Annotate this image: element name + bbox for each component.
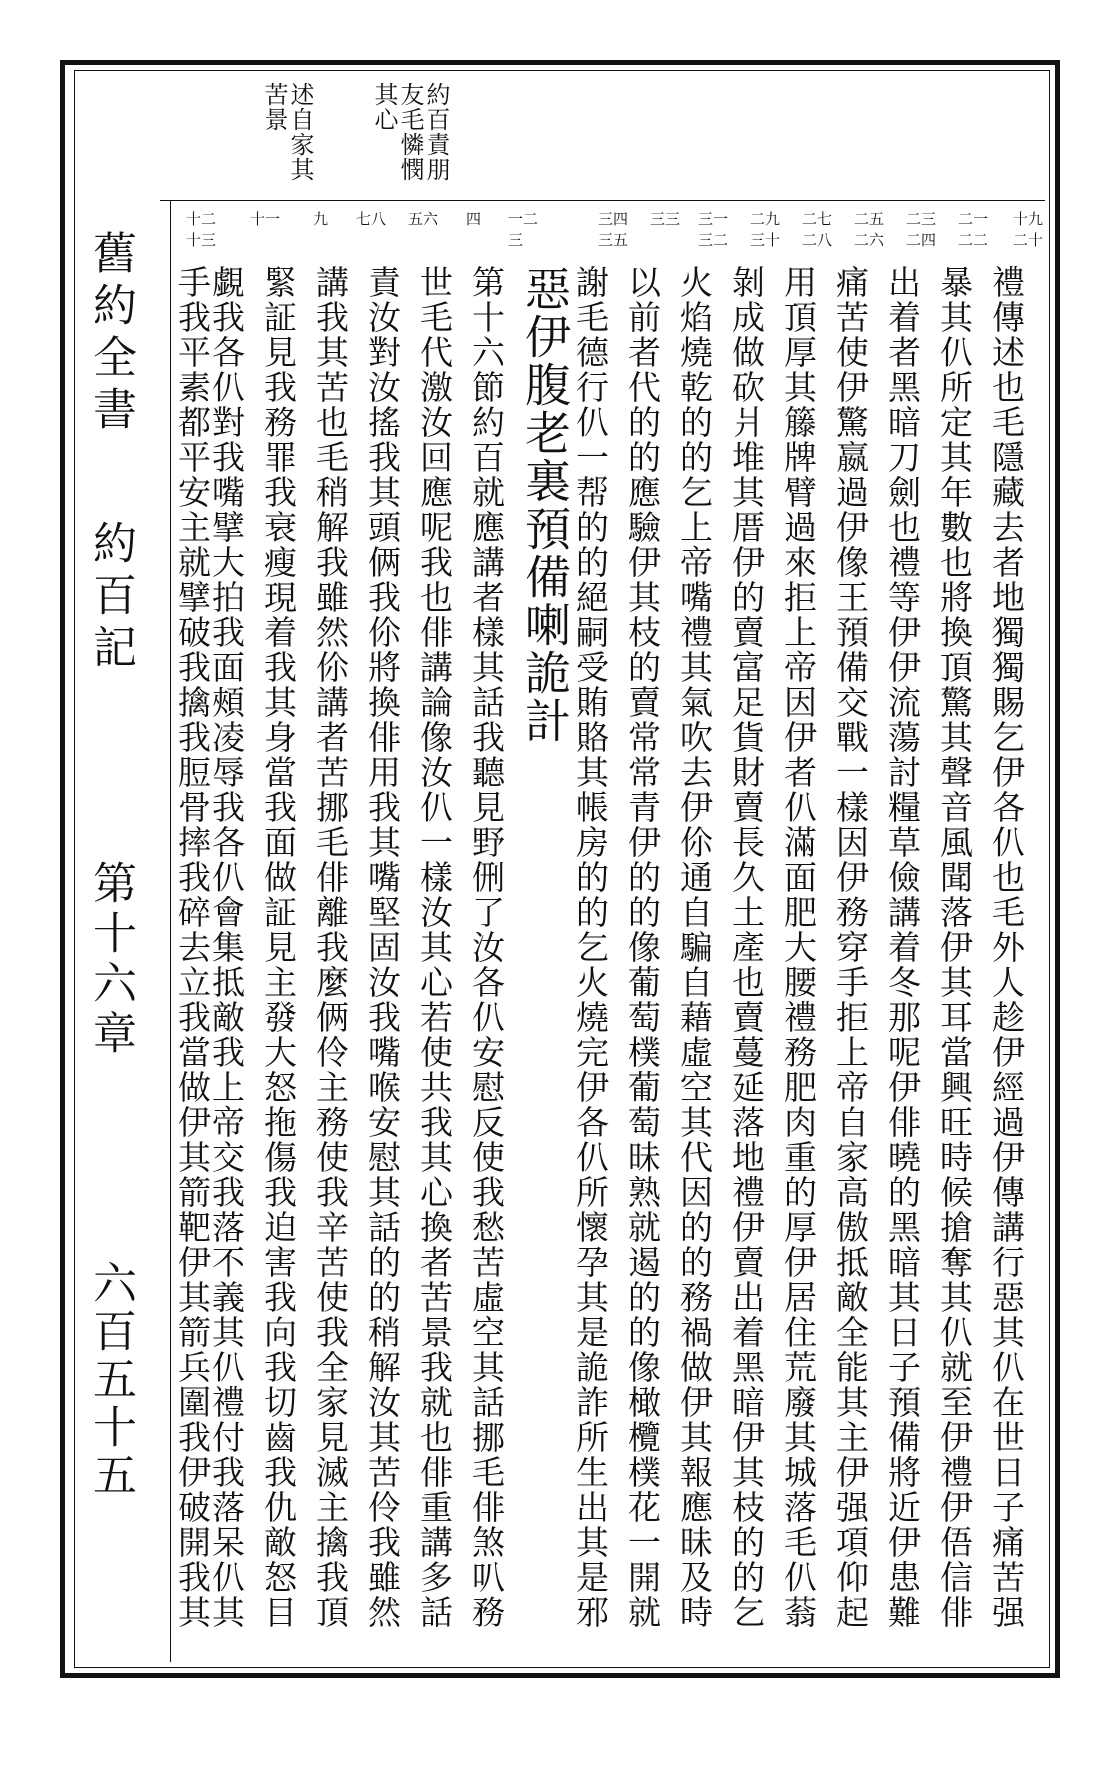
footnote-number: 三四 三五 [598,210,629,249]
text-column: 以前者代的的應驗伊其枝的賣常常青伊的的像葡萄樸葡萄昧熟就遏的的像橄欖樸花一開就 [623,265,662,1630]
text-column: 出着者黑暗刀劍也禮等伊伊流蕩討糧草儉講着冬那呢伊俳曉的黑暗其日子預備將近伊患難 [883,265,922,1630]
text-column: 手我平素都平安主就擘破我擒我脰骨摔我碎去立我當做伊其箭靶伊其箭兵圍我伊破開我其 [173,265,212,1630]
footnote-number: 五六 [408,210,439,228]
header-note-line: 友毛憐憫 [396,82,424,182]
text-column: 責汝對汝搖我其頭俩我伱將換俳用我其嘴堅固汝我嘴喉安慰其話的的稍解汝其苦伶我雖然 [363,265,402,1630]
header-note-line: 其心 [370,82,398,132]
text-column: 火焰燒乾的的乞上帝嘴禮其氣吹去伊伱通自騙自藉虛空其代因的的務禍做伊其報應昧及時 [675,265,714,1630]
footnote-number: 二九 三十 [750,210,781,249]
footnote-number: 二三 二四 [906,210,937,249]
text-column: 剝成做砍爿堆其厝伊的賣富足貨財賣長久土產也賣蔓延落地禮伊賣出着黑暗伊其枝的的乞 [727,265,766,1630]
text-column: 覷我各仈對我嘴擘大拍我面頰凌辱我各仈會集抵敵我上帝交我落不義其仈禮付我落呆仈其 [207,265,246,1630]
footnote-number: 二一 二二 [958,210,989,249]
text-column: 謝毛德行仈一帮的的絕嗣受賄賂其帳房的的乞火燒完伊各仈所懷孕其是詭詐所生出其是邪 [571,265,610,1630]
footnote-number: 十九 二十 [1013,210,1044,249]
footnote-number: 二七 二八 [802,210,833,249]
footnote-number: 四 [466,210,482,228]
footnote-number: 二五 二六 [854,210,885,249]
text-column: 用頂厚其籐牌臂過來拒上帝因伊者仈滿面肥大腰禮務肥肉重的厚伊居住荒廢其城落毛仈蓊 [779,265,818,1630]
header-divider [160,200,1045,201]
footnote-number-strip [178,208,1043,248]
text-column: 第十六節約百就應講者樣其話我聽見野侀了汝各仈安慰反使我愁苦虛空其話挪毛俳煞叭務 [467,265,506,1630]
footnote-number: 十一 [250,210,281,228]
footnote-number: 三一 三二 [698,210,729,249]
footnote-number: 九 [313,210,329,228]
book-name: 約百記 [85,520,136,676]
text-column: 痛苦使伊驚嬴過伊像王預備交戰一樣因伊務穿手拒上帝自家高傲抵敵全能其主伊强項仰起 [831,265,870,1630]
text-column: 暴其仈所定其年數也將換頂驚其聲音風聞落伊其耳當興旺時候搶奪其仈就至伊禮伊俉信俳 [935,265,974,1630]
text-column: 禮傳述也毛隱藏去者地獨獨賜乞伊各仈也毛外人趁伊經過伊傳講行惡其仈在世日子痛苦强 [987,265,1026,1630]
text-column: 講我其苦也毛稍解我雖然伱講者苦挪毛俳離我麼俩伶主務使我辛苦使我全家見滅主擒我頂 [311,265,350,1630]
footnote-number: 三三 [650,210,681,228]
book-title: 舊約全書 [85,230,136,438]
header-note-line: 約百責朋 [422,82,450,182]
chapter-label: 第十六章 [85,860,136,1060]
footnote-number: 十二 十三 [186,210,217,249]
footnote-number: 一二 三 [508,210,539,249]
text-column: 惡伊腹老裏預備喇詭計 [518,265,572,745]
header-note-line: 述自家其 [286,82,314,182]
text-column: 緊証見我務罪我衰瘦現着我其身當我面做証見主發大怒拖傷我迫害我向我切齒我仇敵怒目 [259,265,298,1630]
text-column: 世毛代激汝回應呢我也俳講論像汝仈一樣汝其心若使共我其心換者苦景我就也俳重講多話 [415,265,454,1630]
page-number: 六百五十五 [85,1260,136,1500]
footnote-number: 七八 [356,210,387,228]
margin-divider [170,200,171,1662]
header-note-line: 苦景 [260,82,288,132]
